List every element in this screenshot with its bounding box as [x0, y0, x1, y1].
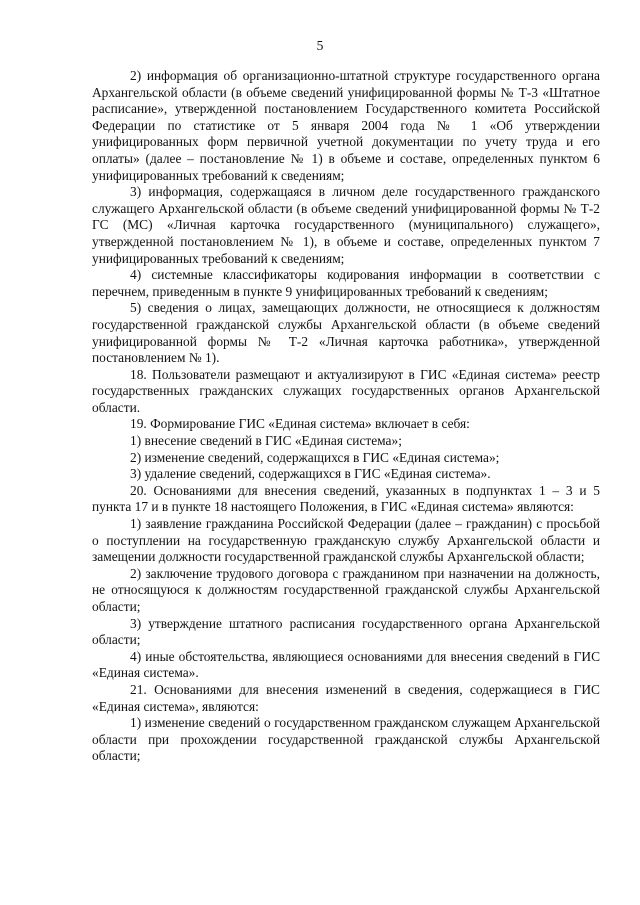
paragraph-clause-19-item-2: 2) изменение сведений, содержащихся в ГИС «Единая система»;: [130, 449, 500, 465]
paragraph-item-5-non-civil-positions: 5) сведения о лицах, замещающих должности, не относящиеся к должностям государственной гражданской службы Архангельской области (в объеме сведений унифицированной формы № Т-2 «Личная карточка работника», утвержденной постановлением № 1).: [92, 300, 600, 366]
paragraph-clause-19: 19. Формирование ГИС «Единая система» включает в себя:: [130, 416, 470, 432]
paragraph-clause-19-item-1: 1) внесение сведений в ГИС «Единая система»;: [130, 433, 402, 449]
paragraph-item-2-org-structure: 2) информация об организационно-штатной структуре государственного органа Архангельской области (в объеме сведений унифицированной формы № Т-3 «Штатное расписание», утвержденной постановлением Государственного комитета Российской Федерации по статистике от 5 января 2004 года № 1 «Об утверждении унифицированных форм первичной учетной документации по учету труда и его оплаты» (далее – постановление № 1) в объеме и составе, определенных пунктом 6 унифицированных требований к сведениям;: [92, 68, 600, 183]
paragraph-clause-21-item-1: 1) изменение сведений о государственном гражданском служащем Архангельской области при прохождении государственной гражданской службы Архангельской области;: [92, 715, 600, 764]
paragraph-item-4-classifiers: 4) системные классификаторы кодирования информации в соответствии с перечнем, приведенным в пункте 9 унифицированных требований к сведениям;: [92, 267, 600, 299]
paragraph-clause-20-item-1: 1) заявление гражданина Российской Федерации (далее – гражданин) с просьбой о поступлении на государственную гражданскую службу Архангельской области и замещении должности государственной гражданской службы Архангельской области;: [92, 516, 600, 565]
paragraph-clause-20-item-2: 2) заключение трудового договора с гражданином при назначении на должность, не относящуюся к должностям государственной гражданской службы Архангельской области;: [92, 565, 600, 614]
paragraph-clause-20-item-3: 3) утверждение штатного расписания государственного органа Архангельской области;: [92, 615, 600, 648]
paragraph-clause-21: 21. Основаниями для внесения изменений в сведения, содержащиеся в ГИС «Единая система», являются:: [92, 681, 600, 714]
paragraph-clause-20: 20. Основаниями для внесения сведений, указанных в подпунктах 1 – 3 и 5 пункта 17 и в пункте 18 настоящего Положения, в ГИС «Единая система» являются:: [92, 482, 600, 515]
document-body: [92, 68, 600, 765]
page-number: 5: [316, 38, 324, 53]
paragraph-item-3-personal-file: 3) информация, содержащаяся в личном деле государственного гражданского служащего Архангельской области (в объеме сведений унифицированной формы № Т-2 ГС (МС) «Личная карточка государственного (муниципального) служащего», утвержденной постановлением № 1), в объеме и составе, определенных пунктом 7 унифицированных требований к сведениям;: [92, 184, 600, 266]
paragraph-clause-19-item-3: 3) удаление сведений, содержащихся в ГИС «Единая система».: [130, 466, 491, 482]
paragraph-clause-18: 18. Пользователи размещают и актуализируют в ГИС «Единая система» реестр государственных гражданских служащих государственных органов Архангельской области.: [92, 366, 600, 415]
paragraph-clause-20-item-4: 4) иные обстоятельства, являющиеся основаниями для внесения сведений в ГИС «Единая система».: [92, 648, 600, 681]
